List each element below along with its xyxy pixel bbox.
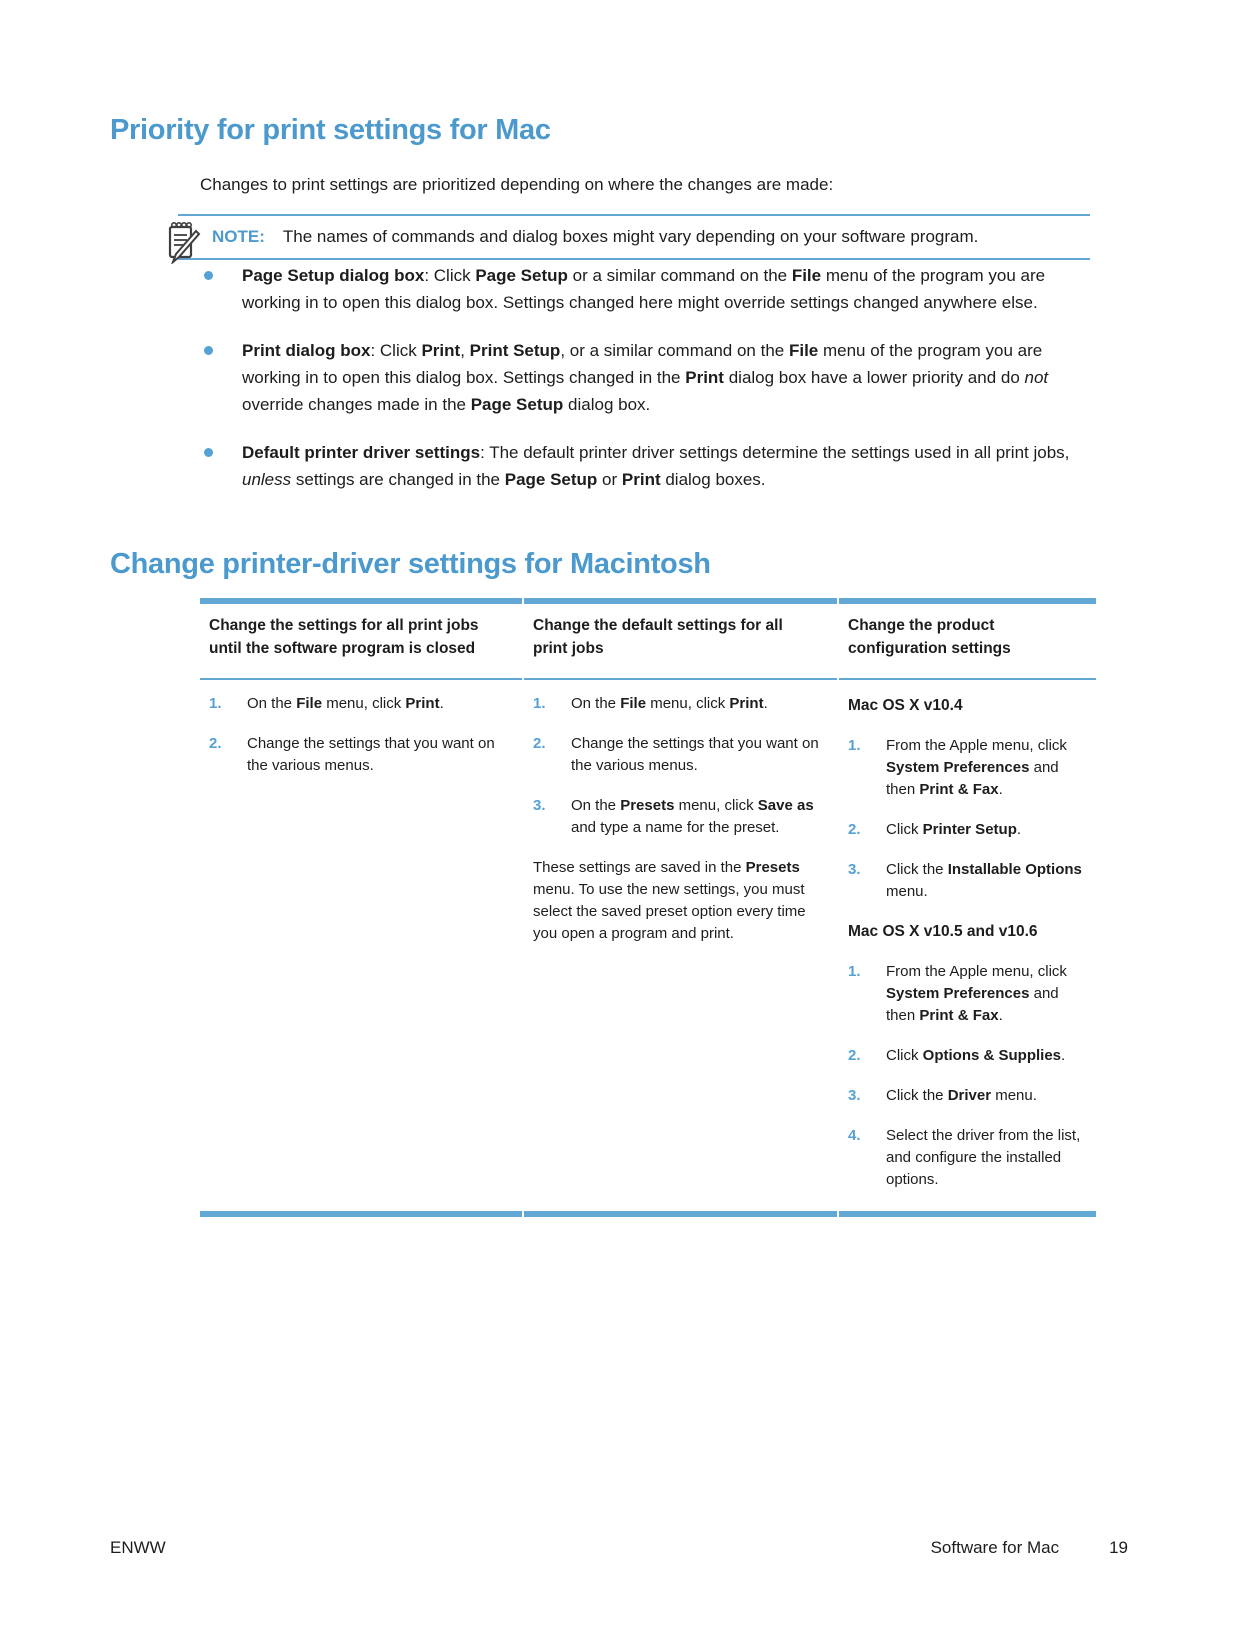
bullet-text <box>242 266 1045 312</box>
text-run: menu of the program you are working in to open this dialog box. Settings changed in the <box>242 341 1043 387</box>
step-text <box>247 695 444 712</box>
text-run: Change the settings that you want on the various menus. <box>247 735 495 774</box>
text-run: File <box>788 341 819 360</box>
step-number: 1. <box>848 963 861 980</box>
table-step-item <box>848 1045 1084 1067</box>
text-run: menu, click <box>646 695 730 712</box>
text-run: These settings are saved in the <box>533 859 746 876</box>
footer-right <box>931 1538 1128 1558</box>
text-run: Click the <box>886 1087 948 1104</box>
text-run: System Preferences <box>886 759 1030 776</box>
step-number: 3. <box>848 861 861 878</box>
text-run: or <box>597 470 622 489</box>
text-run: Change the settings that you want on the various menus. <box>571 735 819 774</box>
step-text <box>886 1127 1080 1188</box>
text-run: Click <box>886 821 923 838</box>
note-callout <box>178 214 1090 260</box>
text-run: menu. <box>991 1087 1037 1104</box>
step-number: 1. <box>533 695 546 712</box>
text-run: settings are changed in the <box>291 470 505 489</box>
text-run: : Click <box>424 266 476 285</box>
table-step-item <box>848 1125 1084 1191</box>
text-run: File <box>791 266 822 285</box>
text-run: or a similar command on the <box>567 266 792 285</box>
text-run: Print <box>729 695 764 712</box>
text-run: Page Setup <box>504 470 598 489</box>
text-run: unless <box>242 470 292 489</box>
table-header-row <box>200 598 1096 680</box>
step-number: 1. <box>848 737 861 754</box>
text-run: menu. <box>886 883 928 900</box>
text-run: File <box>620 695 647 712</box>
text-run: Select the driver from the list, and configure the installed options. <box>886 1127 1081 1188</box>
table-step-item <box>848 1085 1084 1107</box>
text-run: On the <box>571 797 621 814</box>
text-run: Print dialog box <box>242 341 371 360</box>
settings-table <box>198 598 1098 1217</box>
text-run: , or a similar command on the <box>560 341 789 360</box>
footer-spacer <box>1059 1538 1109 1558</box>
text-run: System Preferences <box>886 985 1030 1002</box>
table-column-header: Change the product configuration settings <box>839 598 1096 680</box>
text-run: dialog box. <box>563 395 651 414</box>
text-run: : The default printer driver settings determine the settings used in all print jobs, <box>480 443 1070 462</box>
text-run: dialog boxes. <box>660 470 766 489</box>
bullet-text <box>242 341 1048 414</box>
step-text <box>886 737 1067 798</box>
text-run: Print <box>621 470 661 489</box>
text-run: On the <box>571 695 621 712</box>
text-run: File <box>296 695 323 712</box>
table-step-item <box>533 795 825 839</box>
bullet-text <box>242 443 1069 489</box>
step-text <box>886 1087 1037 1104</box>
text-run: , <box>460 341 470 360</box>
text-run: Page Setup <box>475 266 568 285</box>
text-run: Options & Supplies <box>922 1047 1062 1064</box>
text-run: Installable Options <box>947 861 1082 878</box>
text-run: and then <box>886 985 1059 1024</box>
table-step-item <box>848 819 1084 841</box>
table-step-item <box>848 961 1084 1027</box>
priority-bullet-list <box>200 262 1088 514</box>
text-run: override changes made in the <box>242 395 471 414</box>
text-run: : Click <box>370 341 422 360</box>
note-label: NOTE: <box>212 227 265 246</box>
step-text <box>571 695 768 712</box>
text-run: menu. To use the new settings, you must select the saved preset option every time you open a program and print. <box>533 881 806 942</box>
text-run: Page Setup <box>470 395 564 414</box>
step-text <box>247 735 495 774</box>
step-number: 2. <box>209 735 222 752</box>
step-number: 4. <box>848 1127 861 1144</box>
text-run: Printer Setup <box>922 821 1017 838</box>
table-step-item <box>533 733 825 777</box>
text-run: Click <box>886 1047 923 1064</box>
text-run: From the Apple menu, click <box>886 963 1067 980</box>
notepad-pencil-icon <box>165 218 201 264</box>
text-run: dialog box have a lower priority and do <box>723 368 1025 387</box>
text-run: . <box>998 781 1003 798</box>
bullet-item <box>200 439 1088 493</box>
text-run: Presets <box>745 859 800 876</box>
note-text: The names of commands and dialog boxes might vary depending on your software program. <box>282 227 979 246</box>
footer-section-label: Software for Mac <box>930 1538 1060 1557</box>
text-run: Page Setup dialog box <box>242 266 425 285</box>
table-step-item <box>209 693 510 715</box>
text-run: and then <box>886 759 1059 798</box>
table-step-item <box>209 733 510 777</box>
step-text <box>886 963 1067 1024</box>
table-step-item <box>533 693 825 715</box>
text-run: not <box>1024 368 1049 387</box>
text-run: Default printer driver settings <box>242 443 481 462</box>
table-step-item <box>848 735 1084 801</box>
step-text <box>571 797 814 836</box>
text-run: menu, click <box>322 695 406 712</box>
text-run: . <box>998 1007 1003 1024</box>
table-column-body <box>839 680 1096 1217</box>
text-run: Presets <box>620 797 675 814</box>
table-subheading: Mac OS X v10.5 and v10.6 <box>848 923 1038 940</box>
intro-paragraph: Changes to print settings are prioritized depending on where the changes are made: <box>200 175 834 194</box>
footer-page-number: 19 <box>1109 1538 1128 1557</box>
table-subheading: Mac OS X v10.4 <box>848 697 963 714</box>
text-run: Print <box>405 695 440 712</box>
text-run: menu of the program you are working in to open this dialog box. Settings changed here might override settings changed anywhere else. <box>242 266 1046 312</box>
text-run: Print Setup <box>469 341 561 360</box>
step-number: 3. <box>533 797 546 814</box>
text-run: . <box>439 695 444 712</box>
bullet-icon <box>204 448 213 457</box>
step-text <box>886 821 1021 838</box>
bullet-item <box>200 337 1088 418</box>
bullet-icon <box>204 346 213 355</box>
text-run: . <box>1016 821 1022 838</box>
text-run: Print & Fax <box>919 781 999 798</box>
step-text <box>886 1047 1065 1064</box>
text-run: Driver <box>947 1087 992 1104</box>
text-run: and type a name for the preset. <box>571 819 780 836</box>
text-run: . <box>1061 1047 1066 1064</box>
table-step-item <box>848 859 1084 903</box>
bullet-item <box>200 262 1088 316</box>
section-title-priority: Priority for print settings for Mac <box>110 114 551 146</box>
text-run: menu, click <box>674 797 758 814</box>
text-run: Print <box>421 341 461 360</box>
step-text <box>886 861 1082 900</box>
table-column-body <box>524 680 837 1217</box>
text-run: . <box>763 695 768 712</box>
table-column-header: Change the settings for all print jobs until the software program is closed <box>200 598 522 680</box>
table-column-body <box>200 680 522 1217</box>
text-run: Print & Fax <box>919 1007 999 1024</box>
page-footer <box>110 1538 1128 1558</box>
section-title-change: Change printer-driver settings for Macintosh <box>110 548 711 580</box>
step-number: 2. <box>848 1047 861 1064</box>
text-run: Print <box>685 368 724 387</box>
text-run: On the <box>247 695 297 712</box>
text-run: From the Apple menu, click <box>886 737 1067 754</box>
step-number: 2. <box>533 735 546 752</box>
table-column-header: Change the default settings for all print jobs <box>524 598 837 680</box>
step-text <box>571 735 819 774</box>
table-paragraph <box>533 857 825 945</box>
text-run: Click the <box>886 861 948 878</box>
step-number: 3. <box>848 1087 861 1104</box>
step-number: 1. <box>209 695 222 712</box>
footer-doc-code: ENWW <box>110 1538 166 1557</box>
step-number: 2. <box>848 821 861 838</box>
bullet-icon <box>204 271 213 280</box>
text-run: Save as <box>757 797 814 814</box>
table-body-row <box>200 680 1096 1217</box>
